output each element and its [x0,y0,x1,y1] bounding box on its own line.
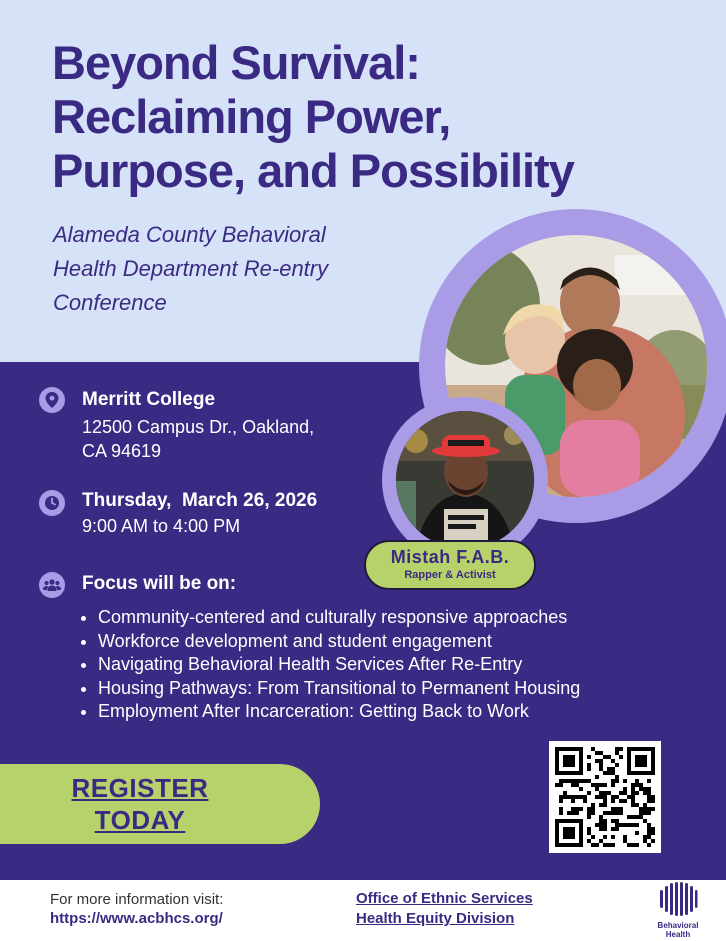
focus-list [78,606,718,724]
list-item: • Workforce development and student engagement [98,630,718,654]
event-date: Thursday, March 26, 2026 [82,490,318,511]
speaker-photo [396,411,534,549]
behavioral-health-logo: Behavioral Health [654,882,702,940]
group-icon [39,572,65,598]
qr-code-graphic [549,741,661,853]
speaker-photo-illustration [396,411,534,549]
register-button[interactable] [0,764,320,844]
page-title: Beyond Survival: Reclaiming Power, Purpose, and Possibility [52,36,574,197]
speaker-role: Rapper & Activist [404,569,496,581]
qr-code[interactable] [549,741,661,853]
speaker-badge [364,540,536,590]
location-pin-icon [39,387,65,413]
venue-name: Merritt College [82,389,216,410]
clock-icon [39,490,65,516]
website-link[interactable]: https://www.acbhcs.org/ [50,910,223,927]
list-item: • Employment After Incarceration: Getting Back to Work [98,700,718,724]
register-label-line1[interactable]: REGISTER [71,773,209,803]
list-item: • Navigating Behavioral Health Services After Re-Entry [98,653,718,677]
speaker-name: Mistah F.A.B. [390,547,510,567]
list-item: • Community-centered and culturally responsive approaches [98,606,718,630]
office-link[interactable]: Office of Ethnic Services Health Equity Division [356,890,533,927]
conference-subtitle: Alameda County Behavioral Health Department Re-entry Conference [53,222,329,315]
more-info [50,890,223,928]
list-item: • Housing Pathways: From Transitional to Permanent Housing [98,677,718,701]
register-label-line2[interactable]: TODAY [94,805,186,835]
event-time: 9:00 AM to 4:00 PM [82,516,241,536]
behavioral-health-logo-mark [658,882,698,916]
more-info-label: For more information visit: [50,891,224,908]
venue-address: 12500 Campus Dr., Oakland, CA 94619 [82,417,315,461]
focus-heading: Focus will be on: [82,573,237,594]
